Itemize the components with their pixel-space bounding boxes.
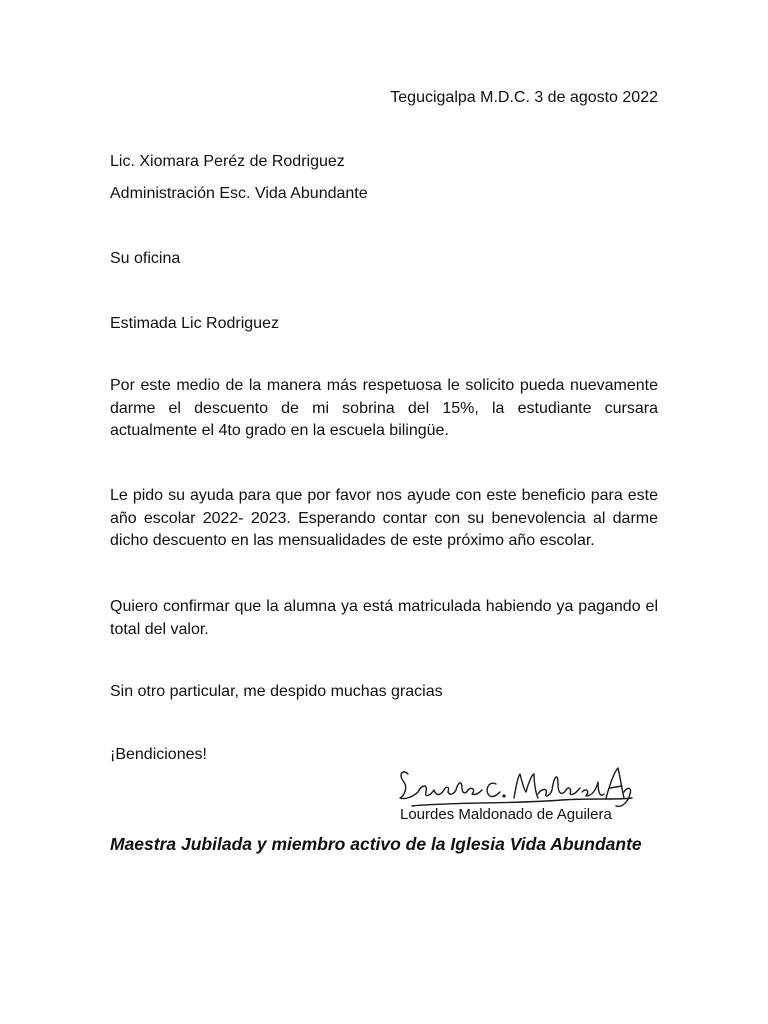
recipient-office: Su oficina xyxy=(110,250,181,267)
recipient-name: Lic. Xiomara Peréz de Rodriguez xyxy=(110,153,345,170)
signer-printed-name: Lourdes Maldonado de Aguilera xyxy=(400,806,612,823)
signer-title: Maestra Jubilada y miembro activo de la Iglesia Vida Abundante xyxy=(110,834,642,854)
body-paragraph-2: Le pido su ayuda para que por favor nos ayude con este beneficio para este año escolar 2022- 2023. Esperando contar con su benevolencia al darme dicho descuento en las mensualidades de este próximo año escolar. xyxy=(110,487,658,549)
body-paragraph-1: Por este medio de la manera más respetuosa le solicito pueda nuevamente darme el descuento de mi sobrina del 15%, la estudiante cursara actualmente el 4to grado en la escuela bilingüe. xyxy=(110,377,658,439)
blessing-line: ¡Bendiciones! xyxy=(110,746,207,763)
salutation: Estimada Lic Rodriguez xyxy=(110,315,279,332)
body-paragraph-3: Quiero confirmar que la alumna ya está matriculada habiendo ya pagando el total del valor. xyxy=(110,598,658,638)
date-line: Tegucigalpa M.D.C. 3 de agosto 2022 xyxy=(390,89,658,106)
recipient-organization: Administración Esc. Vida Abundante xyxy=(110,185,368,202)
signature-block xyxy=(392,762,642,832)
closing-line: Sin otro particular, me despido muchas gracias xyxy=(110,683,443,700)
